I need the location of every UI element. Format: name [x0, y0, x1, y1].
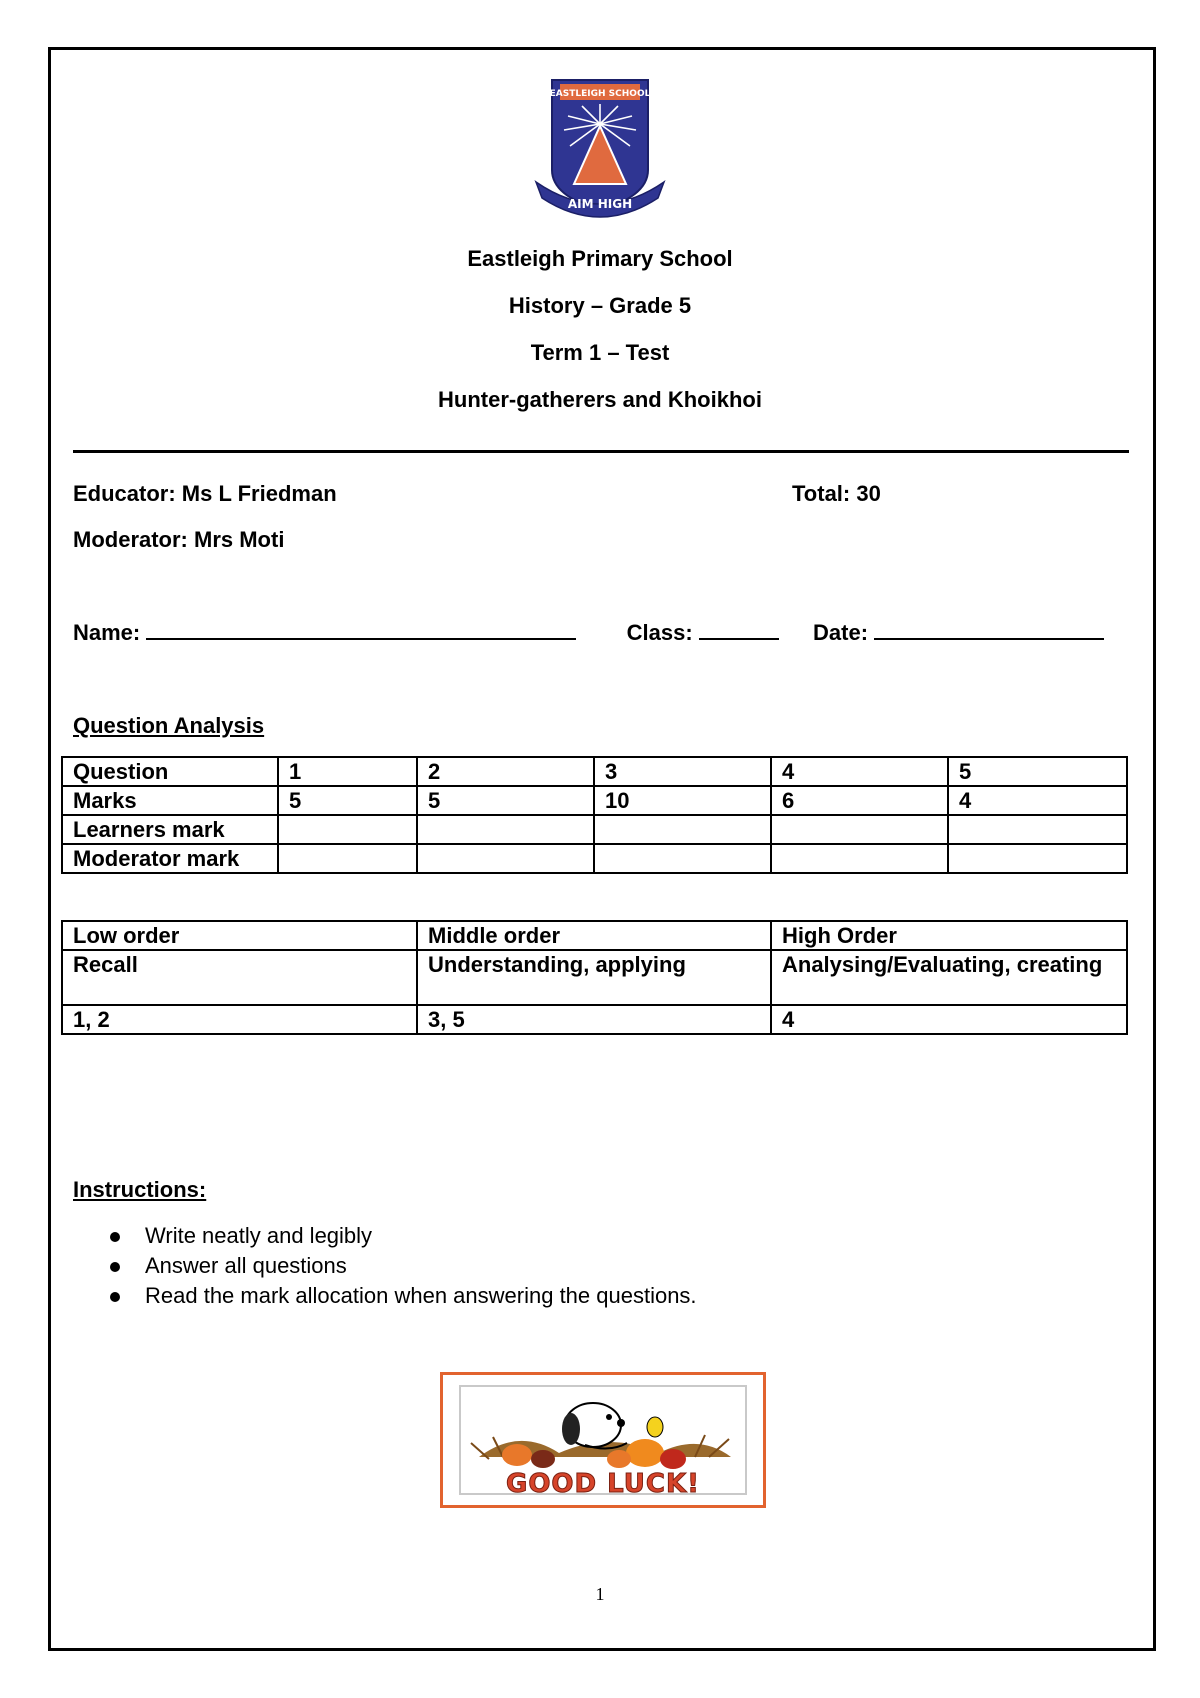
test-topic: Hunter-gatherers and Khoikhoi [438, 387, 762, 412]
table-row [62, 921, 1127, 950]
moderator-mark-cell[interactable] [771, 844, 948, 873]
good-luck-text: GOOD LUCK! [505, 1469, 701, 1499]
learner-mark-cell[interactable] [278, 815, 417, 844]
instruction-text: Read the mark allocation when answering the questions. [145, 1283, 697, 1308]
learner-mark-cell[interactable] [594, 815, 771, 844]
table-cell: 2 [417, 757, 594, 786]
table-cell: 5 [278, 786, 417, 815]
total-marks: Total: 30 [792, 481, 881, 506]
table-cell: 10 [594, 786, 771, 815]
question-analysis-heading: Question Analysis [73, 713, 265, 738]
bullet-icon [110, 1232, 120, 1242]
moderator-mark-cell[interactable] [417, 844, 594, 873]
educator-label: Educator: Ms L Friedman [73, 481, 337, 506]
instructions-heading: Instructions: [73, 1177, 207, 1202]
school-name: Eastleigh Primary School [467, 246, 733, 271]
instruction-text: Answer all questions [145, 1253, 347, 1278]
table-cell: 5 [417, 786, 594, 815]
table-cell: Marks [62, 786, 278, 815]
table-cell: 1 [278, 757, 417, 786]
table-cell: 3, 5 [417, 1005, 771, 1034]
school-crest [530, 76, 670, 218]
table-cell: 6 [771, 786, 948, 815]
table-cell: 3 [594, 757, 771, 786]
table-cell: Question [62, 757, 278, 786]
table-cell: Analysing/Evaluating, creating [771, 950, 1127, 1005]
table-cell: Understanding, applying [417, 950, 771, 1005]
moderator-mark-cell[interactable] [594, 844, 771, 873]
instructions-list [105, 1221, 697, 1311]
name-label: Name: [73, 620, 141, 645]
instruction-text: Write neatly and legibly [145, 1223, 373, 1248]
page-number: 1 [595, 1584, 605, 1604]
table-cell: Middle order [417, 921, 771, 950]
student-details-row [73, 620, 1104, 646]
date-field[interactable] [874, 620, 1104, 640]
subject-grade: History – Grade 5 [508, 293, 692, 318]
table-cell: High Order [771, 921, 1127, 950]
table-row [62, 786, 1127, 815]
crest-motto: AIM HIGH [567, 197, 633, 211]
header-divider [73, 450, 1129, 453]
list-item [105, 1221, 697, 1251]
question-analysis-table [61, 756, 1128, 874]
table-cell: Moderator mark [62, 844, 278, 873]
table-cell: 1, 2 [62, 1005, 417, 1034]
moderator-mark-cell[interactable] [278, 844, 417, 873]
table-row [62, 815, 1127, 844]
table-row [62, 1005, 1127, 1034]
name-field[interactable] [146, 620, 576, 640]
class-field[interactable] [699, 620, 779, 640]
term-test: Term 1 – Test [530, 340, 670, 365]
snoopy-pumpkins-icon [459, 1387, 749, 1469]
list-item [105, 1251, 697, 1281]
table-row [62, 757, 1127, 786]
table-cell: Recall [62, 950, 417, 1005]
table-cell: Low order [62, 921, 417, 950]
bullet-icon [110, 1292, 120, 1302]
moderator-mark-cell[interactable] [948, 844, 1127, 873]
table-cell: 4 [771, 1005, 1127, 1034]
table-cell: 4 [948, 786, 1127, 815]
bullet-icon [110, 1262, 120, 1272]
table-cell: 4 [771, 757, 948, 786]
learner-mark-cell[interactable] [948, 815, 1127, 844]
table-row [62, 844, 1127, 873]
table-cell: Learners mark [62, 815, 278, 844]
table-row [62, 950, 1127, 1005]
moderator-label: Moderator: Mrs Moti [73, 527, 285, 552]
good-luck-image [440, 1372, 766, 1508]
learner-mark-cell[interactable] [771, 815, 948, 844]
cognitive-levels-table [61, 920, 1128, 1035]
crest-banner-text: EASTLEIGH SCHOOL [549, 89, 651, 99]
date-label: Date: [813, 620, 869, 645]
class-label: Class: [626, 620, 693, 645]
learner-mark-cell[interactable] [417, 815, 594, 844]
table-cell: 5 [948, 757, 1127, 786]
list-item [105, 1281, 697, 1311]
